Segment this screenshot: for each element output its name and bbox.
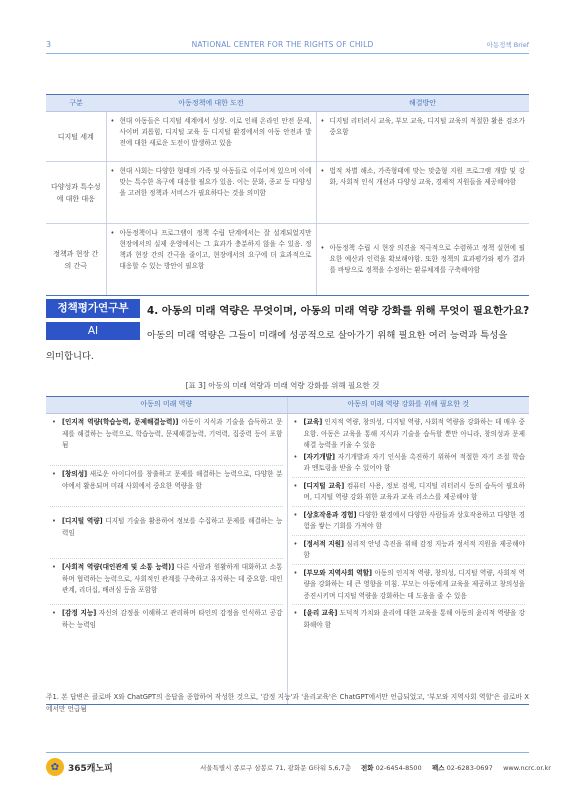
- list-item: [292, 608, 526, 633]
- list-item: [50, 608, 283, 704]
- item-keyword: [교육]: [303, 418, 323, 426]
- item-text: 심리적 안녕 촉진을 위해 감정 지능과 정서적 지원을 제공해야 함: [303, 539, 525, 559]
- table-header-cell: 아동의 미래 역량: [46, 397, 287, 414]
- question-title: 4. 아동의 미래 역량은 무엇이며, 아동의 미래 역량 강화를 위해 무엇이 필요한가요?: [147, 305, 530, 317]
- row-divider: [292, 535, 526, 536]
- item-keyword: [디지털 역량]: [62, 517, 103, 525]
- solution-text: 법적 차별 해소, 가족형태에 맞는 맞춤형 지원 프로그램 개발 및 강화, 사회적 인식 개선과 다양성 교육, 경제적 지원들을 제공해야함: [329, 167, 525, 186]
- footer-address: 서울특별시 종로구 삼봉로 71, 광화문 G타워 5,6,7층: [200, 764, 352, 772]
- row-divider: [50, 506, 283, 507]
- page-header: [0, 0, 565, 62]
- bullet-icon: •: [110, 117, 115, 125]
- row-divider: [292, 477, 526, 478]
- policy-challenge-table: [46, 94, 529, 296]
- item-text: 다른 사람과 원활하게 대화하고 소통하며 협력하는 능력으로, 사회적인 관계를 구축하고 유지하는 데 중요함. 대인관계, 리더십, 배려심 등을 포함함: [62, 563, 283, 594]
- item-keyword: [부모와 지역사회 역할]: [303, 568, 373, 577]
- logo-text: 365캐노피: [68, 763, 113, 774]
- answer-text-line: 의미합니다.: [46, 351, 94, 362]
- table-header-cell: 해결방안: [316, 95, 529, 112]
- solution-text: 아동정책 수립 시 현장 의견을 적극적으로 수렴하고 정책 실현에 필요한 예산과 인력을 확보해야함. 또한 정책의 효과평가와 평가 결과를 바탕으로 정책을 수정하는 환류체계를 구축해야함: [329, 244, 525, 274]
- item-text: 아동이 지식과 기술을 습득하고 문제를 해결하는 능력으로, 학습능력, 문제해결능력, 기억력, 집중력 등이 포함됨: [62, 418, 283, 449]
- row-divider: [292, 564, 526, 565]
- list-item: [292, 510, 526, 533]
- bullet-icon: •: [320, 244, 325, 252]
- header-rule: [46, 53, 529, 54]
- challenge-cell: [106, 162, 316, 224]
- bullet-icon: •: [110, 229, 115, 237]
- phone-label: 전화: [361, 764, 374, 772]
- footer-rule: [46, 752, 529, 753]
- item-keyword: [창의성]: [62, 470, 88, 478]
- footer-contact: [361, 763, 551, 772]
- list-item: [50, 417, 283, 463]
- item-keyword: [자기개발]: [303, 452, 336, 461]
- table-caption: [표 3] 아동의 미래 역량과 미래 역량 강화를 위해 필요한 것: [185, 381, 380, 390]
- phone-number: 02-6454-8500: [375, 764, 422, 772]
- header-brief-label: 아동정책 Brief: [486, 41, 529, 49]
- bullet-icon: •: [110, 167, 115, 175]
- bullet-icon: •: [293, 418, 298, 426]
- item-keyword: [상호작용과 경험]: [303, 510, 357, 519]
- item-keyword: [사회적 역량(대인관계 및 소통 능력)]: [62, 563, 175, 571]
- category-cell: 다양성과 특수성에 대한 대응: [46, 162, 106, 224]
- row-divider: [50, 465, 283, 466]
- bullet-icon: •: [52, 418, 56, 426]
- table-row: [46, 224, 529, 296]
- needs-column: [287, 414, 529, 705]
- challenge-text: 현대 사회는 다양한 형태의 가족 및 아동들로 이루어져 있으며 이에 맞는 특수한 욕구에 대응할 필요가 있음. 이는 문화, 종교 등 다양성을 고려한 정책과 서비스가 필요하다는 것을 의미함: [119, 167, 312, 197]
- solution-cell: [316, 112, 529, 162]
- table-header-cell: 아동의 미래 역량 강화를 위해 필요한 것: [287, 397, 529, 414]
- list-item: [292, 417, 526, 452]
- item-text: 자신의 감정을 이해하고 관리하며 타인의 감정을 인식하고 공감하는 능력임: [62, 609, 283, 629]
- logo-mark-icon: ✿: [46, 758, 64, 776]
- bullet-icon: •: [293, 510, 298, 519]
- item-text: 컴퓨터 사용, 정보 검색, 디지털 리터러시 등의 습득이 필요하며, 디지털 역량 강화 위한 교육과 교육 리소스를 제공해야 함: [303, 481, 525, 501]
- bullet-icon: •: [293, 539, 298, 548]
- fax-number: 02-6283-0697: [446, 764, 493, 772]
- bullet-icon: •: [320, 167, 325, 175]
- list-item: [50, 469, 283, 504]
- list-item: [50, 510, 283, 556]
- item-text: 디지털 기술을 활용하여 정보를 수집하고 문제를 해결하는 능력임: [62, 517, 283, 537]
- fax-label: 팩스: [432, 764, 445, 772]
- list-item: [292, 481, 526, 504]
- table-row: [46, 112, 529, 162]
- ai-badge: AI: [46, 322, 140, 340]
- item-keyword: [디지털 교육]: [303, 481, 345, 490]
- bullet-icon: •: [293, 568, 298, 577]
- item-text: 아동의 인지적 역량, 창의성, 디지털 역량, 사회적 역량을 강화하는 데 큰 영향을 미침. 부모는 아동에게 교육을 제공하고 창의성을 증진시키며 디지털 역량을 강화하는 데 도움을 줄 수 있음: [303, 568, 525, 600]
- table-header-cell: 아동정책에 대한 도전: [106, 95, 316, 112]
- row-divider: [292, 604, 526, 605]
- list-item: [292, 568, 526, 603]
- department-badge: 정책평가연구부: [46, 299, 140, 318]
- row-divider: [50, 604, 283, 605]
- item-keyword: [윤리 교육]: [303, 609, 338, 617]
- challenge-cell: [106, 112, 316, 162]
- bullet-icon: •: [320, 117, 325, 125]
- solution-cell: [316, 224, 529, 296]
- future-competency-table: [46, 396, 529, 705]
- item-keyword: [정서적 지원]: [303, 539, 344, 548]
- challenge-text: 아동정책이나 프로그램이 정책 수립 단계에서는 잘 설계되었지만 현장에서의 실제 운영에서는 그 효과가 충분하지 않을 수 있음. 정책과 현장 간의 간극을 줄이고, 현장에서의 요구에 더 효과적으로 대응할 수 있는 방안이 필요함: [119, 229, 312, 270]
- logo: [46, 758, 113, 776]
- category-cell: 디지털 세계: [46, 112, 106, 162]
- challenge-cell: [106, 224, 316, 296]
- category-cell: 정책과 현장 간의 간극: [46, 224, 106, 296]
- row-divider: [50, 558, 283, 559]
- answer-text-line: 아동의 미래 역량은 그들이 미래에 성공적으로 살아가기 위해 필요한 여러 능력과 특성을: [147, 330, 508, 341]
- table-row: [46, 414, 529, 705]
- item-text: 인지적 역량, 창의성, 디지털 역량, 사회적 역량을 강화하는 데 매우 중요함. 아동은 교육을 통해 지식과 기술을 습득할 뿐만 아니라, 창의성과 문제해결 능력을 키울 수 있음: [303, 418, 525, 449]
- item-text: 자기개발과 자기 인식을 촉진하기 위하여 적절한 자기 조절 학습과 멘토링을 받을 수 있어야 함: [303, 452, 525, 472]
- header-org-name: NATIONAL CENTER FOR THE RIGHTS OF CHILD: [191, 40, 374, 49]
- table-row: [46, 162, 529, 224]
- bullet-icon: •: [52, 563, 56, 571]
- bullet-icon: •: [293, 609, 298, 617]
- solution-text: 디지털 리터러시 교육, 부모 교육, 디지털 교육의 적절한 활용 검조가 중요함: [329, 117, 525, 136]
- list-item: [50, 562, 283, 602]
- item-keyword: [감정 지능]: [62, 609, 97, 617]
- list-item: [292, 539, 526, 562]
- bullet-icon: •: [52, 470, 56, 478]
- footnote: 주1. 본 답변은 클로바 X와 ChatGPT의 응답을 종합하여 작성한 것으로, '감정 지능'과 '윤리교육'은 ChatGPT에서만 언급되었고, '부모와 지역사회 역할'은 클로바 X에서만 언급됨: [46, 693, 529, 713]
- competency-column: [46, 414, 287, 705]
- item-text: 새로운 아이디어를 창출하고 문제를 해결하는 능력으로, 다양한 분야에서 활용되며 미래 사회에서 중요한 역량을 함: [62, 470, 283, 490]
- solution-cell: [316, 162, 529, 224]
- page-number: 3: [46, 40, 52, 49]
- challenge-text: 현대 아동들은 디지털 세계에서 성장. 이로 인해 온라인 안전 문제, 사이버 괴롭힘, 디지털 교육 등 디지털 환경에서의 아동 안전과 발전에 대한 새로운 도전이 발생하고 있음: [119, 117, 312, 147]
- item-text: 도덕적 가치와 윤리에 대한 교육을 통해 아동의 윤리적 역량을 강화해야 함: [303, 609, 525, 629]
- bullet-icon: •: [293, 452, 298, 461]
- item-text: 다양한 환경에서 다양한 사람들과 상호작용하고 다양한 경험을 쌓는 기회를 가져야 함: [303, 510, 525, 530]
- row-divider: [292, 506, 526, 507]
- bullet-icon: •: [52, 609, 56, 617]
- bullet-icon: •: [293, 481, 298, 490]
- website-link[interactable]: www.ncrc.or.kr: [503, 764, 551, 772]
- item-keyword: [인지적 역량(학습능력, 문제해결능력)]: [62, 418, 179, 426]
- table-header-row: [46, 397, 529, 414]
- table-header-cell: 구분: [46, 95, 106, 112]
- list-item: [292, 452, 526, 475]
- bullet-icon: •: [52, 517, 56, 525]
- table-header-row: [46, 95, 529, 112]
